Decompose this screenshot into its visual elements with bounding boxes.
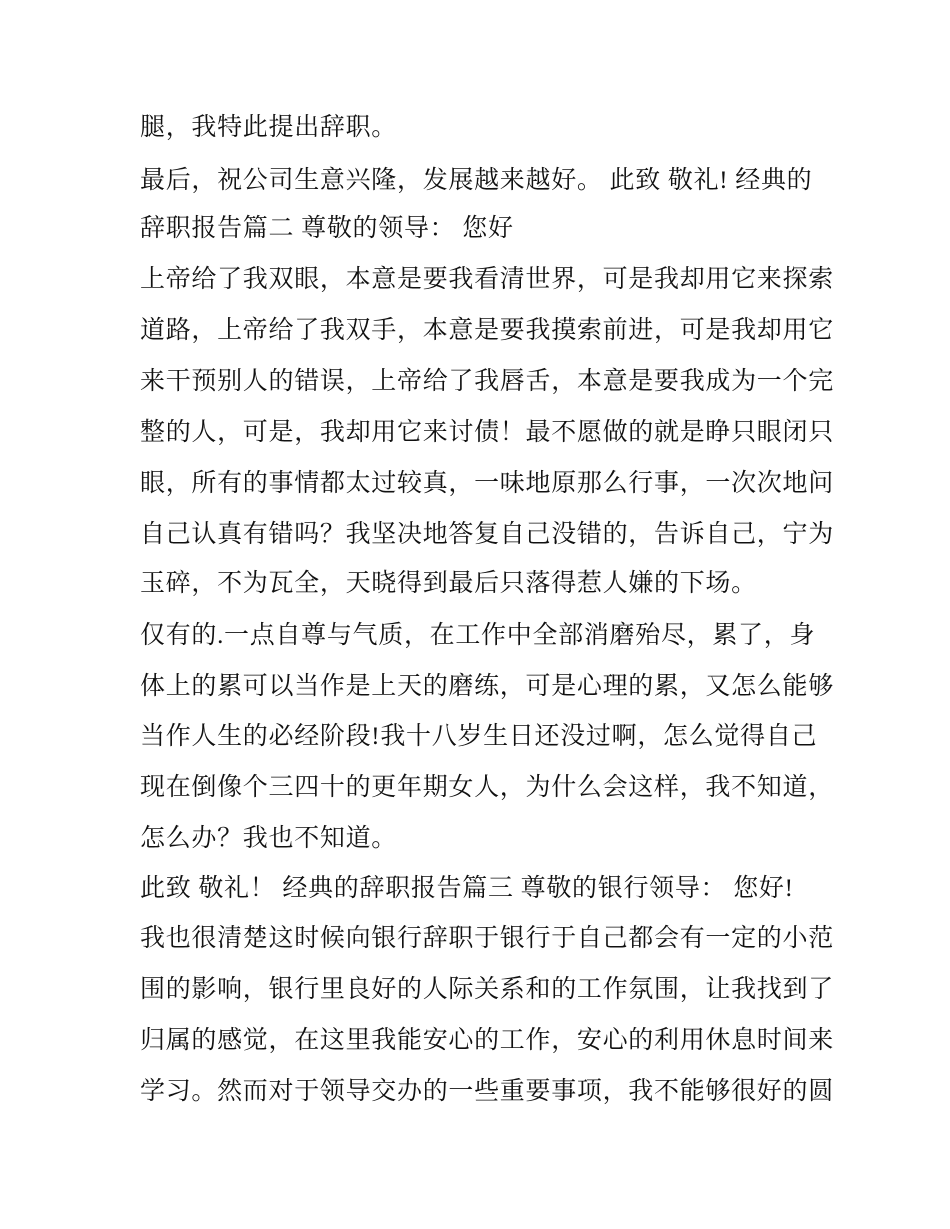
text-line: 我也很清楚这时候向银行辞职于银行于自己都会有一定的小范: [140, 925, 834, 952]
text-line: 归属的感觉，在这里我能安心的工作，安心的利用休息时间来: [140, 1027, 834, 1054]
text-line: 来干预别人的错误，上帝给了我唇舌，本意是要我成为一个完: [140, 368, 834, 395]
text-line: 现在倒像个三四十的更年期女人，为什么会这样，我不知道，: [140, 774, 834, 801]
text-line: 当作人生的必经阶段!我十八岁生日还没过啊，怎么觉得自己: [140, 723, 818, 750]
text-line: 玉碎，不为瓦全，天晓得到最后只落得惹人嫌的下场。: [140, 570, 757, 597]
text-line: 道路，上帝给了我双手，本意是要我摸索前进，可是我却用它: [140, 317, 834, 344]
text-line: 此致 敬礼！ 经典的辞职报告篇三 尊敬的银行领导： 您好!: [140, 875, 794, 902]
text-line: 最后，祝公司生意兴隆，发展越来越好。 此致 敬礼! 经典的: [140, 167, 813, 194]
text-line: 怎么办？我也不知道。: [140, 825, 398, 852]
text-line: 围的影响，银行里良好的人际关系和的工作氛围，让我找到了: [140, 976, 834, 1003]
text-line: 上帝给了我双眼，本意是要我看清世界，可是我却用它来探索: [140, 266, 834, 293]
text-line: 仅有的.一点自尊与气质，在工作中全部消磨殆尽，累了，身: [140, 622, 816, 649]
text-line: 腿，我特此提出辞职。: [140, 114, 398, 141]
text-line: 眼，所有的事情都太过较真，一味地原那么行事，一次次地问: [140, 470, 834, 497]
text-line: 自己认真有错吗？我坚决地答复自己没错的，告诉自己，宁为: [140, 521, 834, 548]
text-line: 辞职报告篇二 尊敬的领导： 您好: [140, 215, 514, 242]
text-line: 学习。然而对于领导交办的一些重要事项，我不能够很好的圆: [140, 1078, 834, 1105]
text-line: 整的人，可是，我却用它来讨债！最不愿做的就是睁只眼闭只: [140, 419, 834, 446]
text-line: 体上的累可以当作是上天的磨练，可是心理的累，又怎么能够: [140, 673, 834, 700]
